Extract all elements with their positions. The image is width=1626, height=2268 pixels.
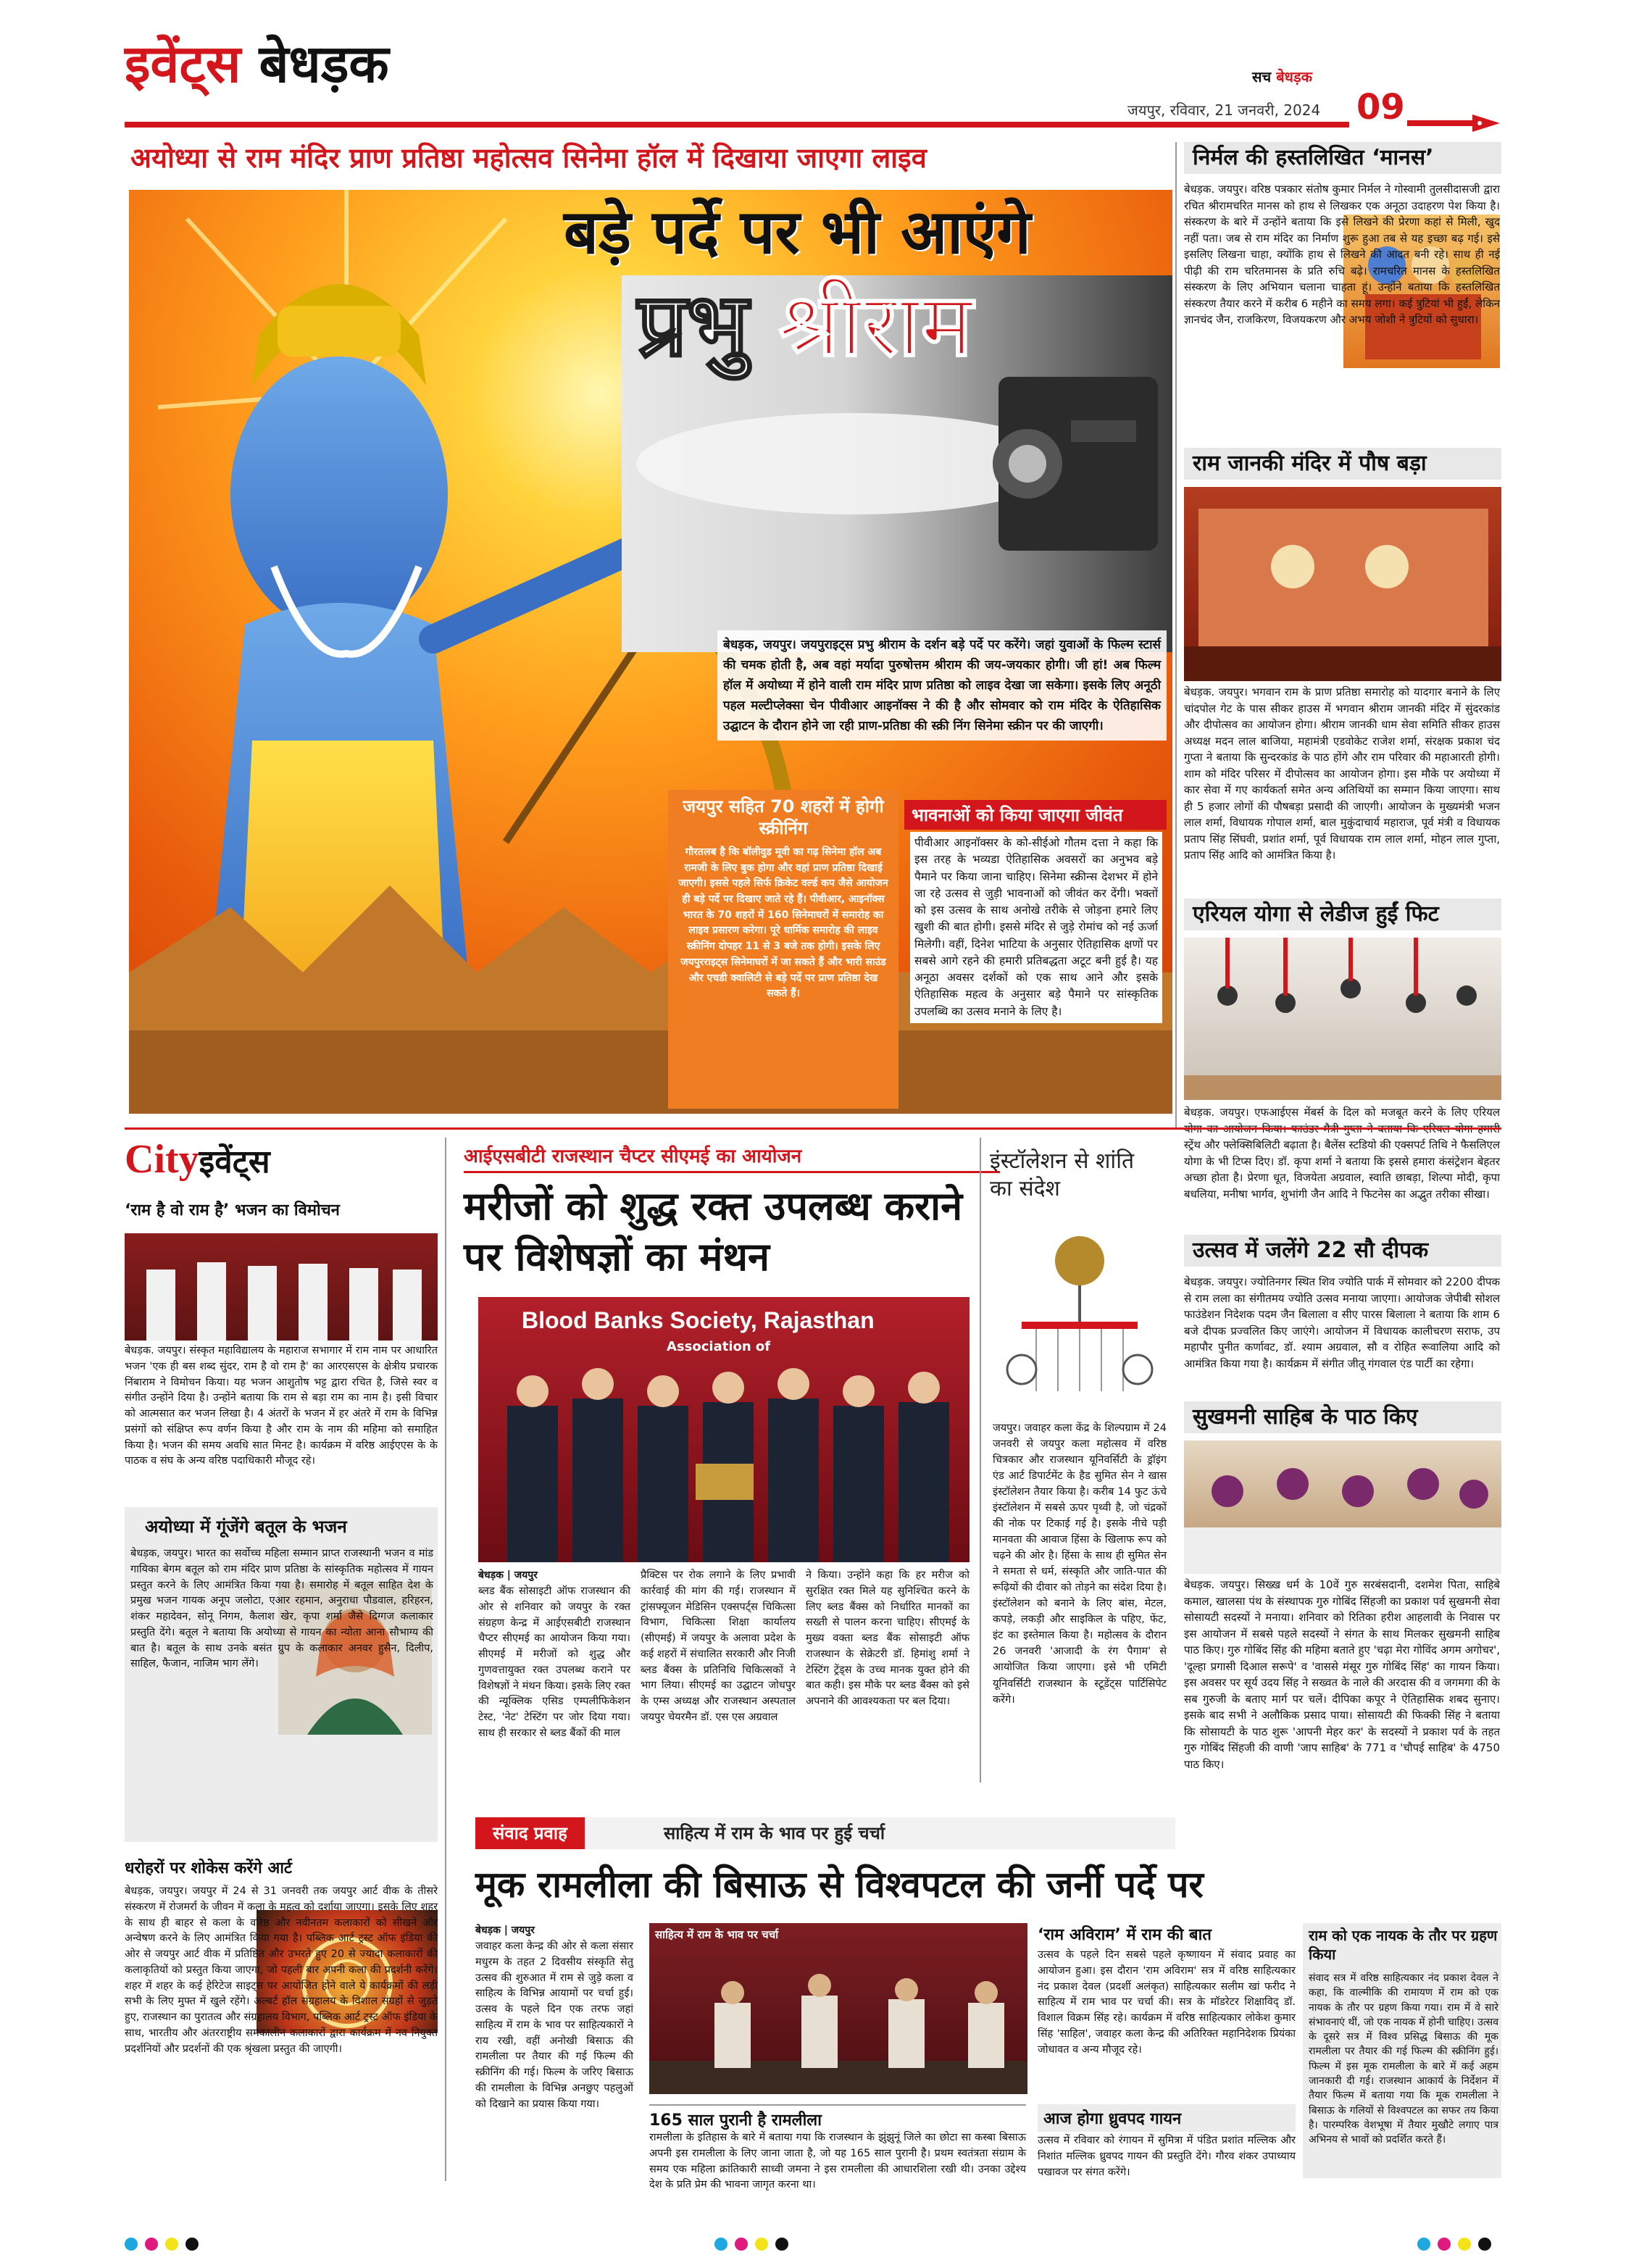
sidebar-s5-title: सुखमनी साहिब के पाठ किए — [1184, 1401, 1501, 1433]
dateline: जयपुर, रविवार, 21 जनवरी, 2024 — [1127, 101, 1321, 119]
blood-bank-photo — [478, 1297, 970, 1562]
samvad-tag: संवाद प्रवाह — [475, 1817, 585, 1849]
samvad-header — [475, 1817, 1175, 1849]
lead-headline-2: प्रभु श्रीराम — [638, 275, 973, 376]
lead-body: बेधड़क, जयपुर। जयपुराइट्स प्रभु श्रीराम के दर्शन बड़े पर्दे पर करेंगे। जहां युवाओं के फिल्म स्टार्स की चमक होती है, अब वहां मर्यादा पुरुषोत्तम श्रीराम की जय-जयकार होगी। जी हां! अब फिल्म हॉल में अयोध्या में होने वाली राम मंदिर प्राण प्रतिष्ठा को लाइव देखा जा सकेगा। इसके लिए अनूठी पहल मल्टीप्लेक्सा चेन पीवीआर आइनॉक्स ने की है और सोमवार को राम मंदिर के ऐतिहासिक उद्घाटन के दौरान होने जा रही प्राण-प्रतिष्ठा की स्क्री निंग सिनेमा स्क्रीन पर की जाएगी। — [717, 630, 1167, 741]
samvad-headline: मूक रामलीला की बिसाऊ से विश्वपटल की जर्नी पर्दे पर — [475, 1864, 1204, 1906]
city-c1-title: ‘राम है वो राम है’ भजन का विमोचन — [125, 1201, 340, 1220]
sidebar-s3-title: एरियल योगा से लेडीज हुईं फिट — [1184, 899, 1501, 930]
city-c3-body: बेधड़क, जयपुर। जयपुर में 24 से 31 जनवरी तक जयपुर आर्ट वीक के तीसरे संस्करण में रोजमर्रा के जीवन में कला के महत्व को दर्शाया जाएगा। इसके लिए शहर के साथ ही बाहर से कला के वरिष्ठ और नवीनतम कलाकारों को सीखने और अन्वेषण करने के लिए आमंत्रित किया गया है। पब्लिक आर्ट ट्रस्ट ऑफ इंडिया की ओर से जयपुर आर्ट वीक में प्रतिष्ठित और उभरते हुए 20 से ज्यादा कलाकारों की कलाकृतियों को प्रस्तुत किया जाएगा, जो पहली बार अपनी कला की प्रदर्शनी करेंगे। शहर में शहर के कई हेरिटेज साइट्स पर आयोजित होने वाले ये कार्यक्रमों की लड़ी सभी के लिए मुफ्त में खुले रहेंगे। अल्बर्ट हॉल संग्रहालय के विशाल संग्रहों से जुड़ते हुए, राजस्थान का पुरातत्व और संग्रहालय विभाग, पब्लिक आर्ट ट्रस्ट ऑफ इंडिया के साथ, भारतीय और अंतरराष्ट्रीय समकालीन कलाकारों द्वारा कार्यक्रम में नव नियुक्त प्रदर्शनियों और प्रदर्शनों की एक श्रृंखला प्रस्तुत की जाएगी। — [125, 1885, 438, 2055]
samvad-sub2-title: ‘राम अविराम’ में राम की बात — [1038, 1926, 1212, 1944]
page-number: 09 — [1356, 87, 1405, 128]
doctors-group-icon — [478, 1297, 970, 1562]
samvad-kicker: साहित्य में राम के भाव पर हुई चर्चा — [664, 1823, 885, 1843]
bhajan-release-photo — [125, 1233, 438, 1341]
blood-col3: ने किया। उन्होंने कहा कि हर मरीज को सुरक्षित रक्त मिले यह सुनिश्चित करने के लिए ब्लड बैंक्स को निर्धारित मानकों का सख्ती से पालन करना चाहिए। सीएमई के मुख्य वक्ता ब्लड बैंक सोसाइटी ऑफ राजस्थान के सेक्रेटरी डॉ. हिमांशु शर्मा ने टेस्टिंग ट्रेंड्स के उच्च मानक युक्त होने की बात कही। इस मौके पर ब्लड बैंक्स को इसे अपनाने की आवश्यकता पर बल दिया। — [806, 1569, 970, 1707]
registration-marks-left — [125, 2238, 206, 2254]
blood-byline: बेधड़क | जयपुर — [478, 1569, 538, 1581]
lead-sidebox — [668, 790, 899, 1109]
banner-association: Association of — [667, 1339, 771, 1354]
samvad-sub4-body: संवाद सत्र में वरिष्ठ साहित्यकार नंद प्रकाश देवल ने कहा, कि वाल्मीकि की रामायण में राम को एक नायक के तौर पर ग्रहण किया गया। राम में वे सारे संभावनाएं थीं, जो एक नायक में होनी चाहिए। उत्सव के दूसरे सत्र में विश्व प्रसिद्ध बिसाऊ की मूक रामलीला पर तैयार की गई फिल्म की स्क्रीनिंग हुई। फिल्म में इस मूक रामलीला के बारे में कई अहम जानकारी दी गई। राजस्थान आकार्य के निर्देशन में तैयार फिल्म में बताया गया कि मूक रामलीला ने बिसाऊ के गलियों से विश्वपटल का सफर तय किया है। पारम्परिक वेशभूषा में तैयार मुखौटे लगाए पात्र अभिनय से भावों को प्रदर्शित करते हैं। — [1309, 1972, 1498, 2146]
samvad-col1: जवाहर कला केन्द्र की ओर से कला संसार मधुरम के तहत 2 दिवसीय संस्कृति सेतु उत्सव की शुरुआत में राम से जुड़े कला व साहित्य के विभिन्न आयामों पर चर्चा हुई। उत्सव के पहले दिन एक तरफ जहां साहित्य में राम के भाव पर साहित्यकारों ने राय रखी, वहीं अनोखी बिसाऊ की रामलीला पर तैयार की गई फिल्म की स्क्रीनिंग की गई। फिल्म के जरिए बिसाऊ की रामलीला के विभिन्न अनछुए पहलुओं को दिखाने का प्रयास किया गया। — [475, 1940, 633, 2110]
sidebar-divider — [1175, 142, 1177, 1127]
section-rule-mid — [125, 1127, 1501, 1130]
sukhmani-path-photo — [1184, 1441, 1501, 1574]
sidebox-title: जयपुर सहित 70 शहरों में होगी स्क्रीनिंग — [683, 796, 884, 838]
city-logo: Cityइवेंट्स — [125, 1137, 270, 1182]
sidebar-s2-title: राम जानकी मंदिर में पौष बड़ा — [1184, 448, 1501, 480]
sidebar-s1-body: बेधड़क. जयपुर। वरिष्ठ पत्रकार संतोष कुमार निर्मल ने गोस्वामी तुलसीदासजी द्वारा रचित श्रीरामचरित मानस को हाथ से लिखकर एक अनूठा उदाहरण पेश किया है। संस्करण के बारे में उन्होंने बताया कि इसे लिखने की प्रेरणा कहां से मिली, खुद नहीं पता। जब से राम मंदिर का निर्माण शुरू हुआ तब से यह इच्छा बढ़ गई। इसे इसलिए लिखना चाहा, क्योंकि हाथ से लिखने की आदत बनी रहे। साथ ही नई पीढ़ी की राम चरितमानस के प्रति रुचि बढ़े। रामचरित मानस के हस्तलिखित संस्करण के लिए अभियान चलाना चाहता हूं। उन्होंने बताया कि हस्तलिखित संस्करण तैयार करने में करीब 6 महीने का समय लगा। कई त्रुटियां भी हुईं, लेकिन ज्ञानचंद जैन, राजकिरण, विजयकरण और अभय जोशी ने त्रुटियों को सुधारा। — [1184, 183, 1500, 326]
install-body: जयपुर। जवाहर कला केंद्र के शिल्पग्राम में 24 जनवरी से जयपुर कला महोत्सव में वरिष्ठ चित्रकार और राजस्थान यूनिवर्सिटी के ड्रॉइंग एंड आर्ट डिपार्टमेंट के हैड सुमित सेन ने खास इंस्टॉलेशन तैयार किया है। करीब 14 फुट ऊंचे इंस्टॉलेशन में सबसे ऊपर पृथ्वी है, जो चंद्रकों की नोक पर टिकाई गई है। इसके नीचे पड़ी मानवता की आवाज हिंसा के खिलाफ रूप को चढ़ने की ओर है। हिंसा के साथ ही सुमित सेन ने समता से धर्म, संस्कृति और जाति-पात की रूढ़ियों की दीवार को तोड़ने का संदेश दिया है। इंस्टॉलेशन को बनाने के लिए बांस, मेटल, कपड़े, लकड़ी और साइकिल के पहिए, फेंट, इंट का इस्तेमाल किया है। महोत्सव के दौरान 26 जनवरी 'आजादी के रंग पैगाम' से आयोजित किया जाएगा। इसे भी एमिटी यूनिवर्सिटी राजस्थान के स्टूडेंट्स पार्टिसिपेट करेंगे। — [993, 1422, 1167, 1706]
city-c1-body: बेधड़क. जयपुर। संस्कृत महाविद्यालय के महाराज सभागार में राम नाम पर आधारित भजन 'एक ही बस शब्द सुंदर, राम है वो राम है' का आरएसएस के क्षेत्रीय प्रचारक निंबाराम ने विमोचन किया। यह भजन आशुतोष भट्ट द्वारा रचित है, जिसे स्वर व संगीत उन्होंने दिया है। उन्होंने बताया कि राम से बड़ा राम का नाम है। इसी विचार को आत्मसात कर भजन लिखा है। 4 अंतरों के भजन में हर अंतरे में राम के विभिन्न प्रसंगों को संक्षिप्त रूप वर्णन किया है और राम के नाम की महिमा को समाहित किया है। भजन की समय अवधि सात मिनट है। कार्यक्रम में वरिष्ठ आईएएस के के पाठक व संघ के अन्य वरिष्ठ पदाधिकारी मौजूद रहे। — [125, 1345, 438, 1467]
blood-col2: प्रैक्टिस पर रोक लगाने के लिए प्रभावी कार्रवाई की मांग की गई। राजस्थान में ट्रांसफ्यूजन मेडिसिन एक्सपर्ट्स चिकित्सा विभाग, चिकित्सा शिक्षा कार्यालय (सीएमई) में जयपुर के अलावा प्रदेश के कई शहरों में संचालित सरकारी और निजी ब्लड बैंक्स के प्रतिनिधि चिकित्सकों ने भाग लिया। सीएमई का उद्घाटन जोधपुर के एम्स अध्यक्ष और राजस्थान अस्पताल जयपुर चेयरमैन डॉ. एस एस अग्रवाल — [641, 1569, 796, 1723]
samvad-photo — [649, 1923, 1027, 2094]
sidebar-s4-body: बेधड़क. जयपुर। ज्योतिनगर स्थित शिव ज्योति पार्क में सोमवार को 2200 दीपक से राम लला का संगीतमय ज्योति उत्सव मनाया जाएगा। आयोजक जेपीबी सोशल फाउंडेशन निदेशक पदम जैन बिलाला व सीए पारस बिलाला ने बताया कि शाम 6 बजे दीपक प्रज्वलित किए जाएंगे। आयोजन में विधायक कालीचरण सराफ, उप महापौर पुनीत कर्णावट, डॉ. श्याम अग्रवाल, सौ व रोहित रूवालिया आदि को आमंत्रित किया गया है। कार्यक्रम में संगीत जीतू गंगवाल एंड पार्टी का रहेगा। — [1184, 1275, 1500, 1370]
registration-marks-right — [1417, 2238, 1498, 2254]
blood-headline: मरीजों को शुद्ध रक्त उपलब्ध कराने पर विशेषज्ञों का मंथन — [464, 1183, 963, 1280]
sidebar-s3-body: बेधड़क. जयपुर। एफआईएस मेंबर्स के दिल को मजबूत करने के लिए एरियल स्ट्रेंथ और फ्लेक्सिबिलिटी बढ़ाता है। बैलेंस स्टडियो की एक्सपर्ट तिथि ने फैसलिएल योगा के भी टिप्स दिए। डॉ. कृपा शर्मा ने बताया कि इससे हमारा कंसंट्रेशन बेहतर अच्छा होता है। प्रेरणा धूत, विजयेता अग्रवाल, स्वाति छाबड़ा, शिल्पा मोदी, कृपा बधलिया, मनीषा भार्गव, शुभांगी जैन आदि ने फिटनेस का अद्भुत तरीका सीखा। — [1184, 1106, 1500, 1201]
city-c2-body: बेधड़क, जयपुर। भारत का सर्वोच्च महिला सम्मान प्राप्त राजस्थानी भजन व मांड गायिका बेगम बतूल को राम मंदिर प्राण प्रतिष्ठा के सांस्कृतिक महोत्सव में गायन प्रस्तुत करने के लिए आमंत्रित किया गया है। समारोह में बतूल साहित देश के प्रमुख भजन गायक अनूप जलोटा, एआर रहमान, अनुराधा पौडवाल, हरिहरन, शंकर महादेवन, सोनू निगम, कैलाश खेर, कृपा शर्मा जैसे दिग्गज कलाकार प्रस्तुति देंगे। बतूल ने बताया कि अयोध्या से गायन का न्योता आना सौभाग्य की बात है। बतूल के साथ उनके बसंत ग्रुप के कलाकार अनवर हुसैन, दिलीप, साहिल, फैजान, नाजिम भाग लेंगे। — [130, 1548, 433, 1670]
globe-installation-icon — [993, 1225, 1167, 1413]
sidebar-s4-title: उत्सव में जलेंगे 22 सौ दीपक — [1184, 1235, 1501, 1267]
samvad-byline: बेधड़क | जयपुर — [475, 1925, 535, 1936]
aerial-yoga-photo — [1184, 938, 1501, 1100]
city-divider — [445, 1138, 446, 2181]
banner-text: Blood Banks Society, Rajasthan — [522, 1307, 875, 1333]
masthead-tagline: सच बेधड़क — [1252, 68, 1312, 86]
devotees-icon — [1184, 1441, 1501, 1574]
sub-body: पीवीआर आइनॉक्सर के को-सीईओ गौतम दत्ता ने कहा कि इस तरह के भव्यडा ऐतिहासिक अवसरों का अनुभव बड़े पैमाने पर किया जाना चाहिए। सिनेमा स्क्रीन्स देशभर में होने जा रहे उत्सव से जुड़ी भावनाओं को जीवंत कर देंगी। भक्तों को इस उत्सव के साथ अनोखे तरीके से जोड़ना हमारे लिए खुशी की बात होगी। इससे मंदिर से जुड़े रोमांच को नई ऊर्जा मिलेगी। वहीं, दिनेश भाटिया के अनुसार ऐतिहासिक क्षणों पर सबसे आगे रहने की हमारी प्रतिबद्धता अटूट बनी हुई है। यह अनूठा अवसर दर्शकों को एक साथ आने और इसके ऐतिहासिक महत्व के अनुसार बड़े पैमाने पर सांस्कृतिक उपलब्धि का उत्सव मनाने के लिए है। — [910, 832, 1162, 1023]
temple-idols-icon — [1184, 487, 1501, 681]
blood-col1: ब्लड बैंक सोसाइटी ऑफ राजस्थान की ओर से शनिवार को जयपुर के रक्त संग्रहण केन्द्र में आईएसबीटी राजस्थान चैप्टर सीएमई का आयोजन किया गया। सीएमई में मरीजों को शुद्ध और गुणवत्तायुक्त रक्त उपलब्ध कराने पर विशेषज्ञों ने मंथन किया। इसके लिए रक्त की न्यूक्लिक एसिड एम्पलीफिकेशन टेस्ट, 'नेट' टेस्टिंग पर जोर दिया गया। साथ ही सरकार से ब्लड बैंकों की माल — [478, 1585, 630, 1739]
panel-discussion-icon — [649, 1923, 1027, 2094]
subhead-bar: भावनाओं को किया जाएगा जीवंत — [904, 800, 1167, 830]
samvad-sub1-title: 165 साल पुरानी है रामलीला — [649, 2104, 1026, 2130]
samvad-sub3-title: आज होगा ध्रुवपद गायन — [1038, 2104, 1296, 2132]
city-c3-title: धरोहरों पर शोकेस करेंगे आर्ट — [125, 1859, 293, 1877]
registration-marks-center — [714, 2238, 796, 2254]
temple-photo — [1184, 487, 1501, 681]
samvad-sub1-body: रामलीला के इतिहास के बारे में बताया गया कि राजस्थान के झुंझुनूं जिले का छोटा सा कस्बा बिसाऊ अपनी इस रामलीला के लिए जाना जाता है, जो यह 165 साल पुरानी है। प्रथम स्वतंत्रता संग्राम के समय एक महिला क्रांतिकारी साध्वी जमना ने इस रामलीला की आधारशिला रखी थी। उनका उद्देश्य देश के प्रति प्रेम की भावना जागृत करना था। — [649, 2132, 1026, 2191]
yoga-class-icon — [1184, 938, 1501, 1100]
sidebox-body: गौरतलब है कि बॉलीवुड मूवी का गढ़ सिनेमा हॉल अब रामजी के लिए बुक होगा और वहां प्राण प्रतिष्ठा दिखाई जाएगी। इससे पहले सिर्फ क्रिकेट वर्ल्ड कप जैसे आयोजन ही बड़े पर्दे पर दिखाए जाते रहे हैं। पीवीआर, आइनॉक्स भारत के 70 शहरों में 160 सिनेमाघरों में समारोह का लाइव प्रसारण करेगा। पूरे धार्मिक समारोह की लाइव स्क्रीनिंग दोपहर 11 से 3 बजे तक होगी। इसके लिए जयपुरराइट्स सिनेमाघरों में जा सकते हैं और भारी साउंड और एचडी क्वालिटी से बड़े पर्दे पर प्राण प्रतिष्ठा देख सकते हैं। — [678, 846, 888, 1000]
sidebar-s5-body: बेधड़क. जयपुर। सिख्ख धर्म के 10वें गुरु सरबंसदानी, दशमेश पिता, साहिबे कमाल, खालसा पंथ के संस्थापक गुरु गोबिंद सिंहजी का प्रकाश पर्व सुखमनी सेवा सोसायटी सदस्यों ने मनाया। शनिवार को रितिका हरीश आहलावी के निवास पर इस आयोजन में सबसे पहले सदस्यों ने संगत के साथ मिलकर सुखमनी साहिब पाठ किए। गुरु गोबिंद सिंह की महिमा बताते हुए 'चढ़ा मेरा गोविंद अगम अगोचर', 'दूल्हा प्रगासी दिआल सरूपे' व 'वाससे मंसूर गुरु गोबिंद सिंह' का गायन किया। इस अवसर पर सूर्य उदय सिंह ने सख्वत के नाले की अरदास की व जगमगा की के सब गुरुजी के बताए मार्ग पर चलें। दीपिका कपूर ने ऐतिहासिक शबद सुनाए। इसके बाद सभी ने अलौकिक प्रसाद पाया। सोसायटी की फिक्की सिंह ने बताया कि सोसायटी के पाठ शुरू 'आपनी मेहर कर' के सदस्यों ने प्रकाश पर्व के तहत गुरु गोबिंद सिंहजी की वाणी 'जाप साहिब' के 771 व 'चौपई साहिब' के 4750 पाठ किए। — [1184, 1578, 1500, 1771]
pen-nib-icon — [1407, 109, 1501, 141]
blood-kicker: आईएसबीटी राजस्थान चैप्टर सीएमई का आयोजन — [464, 1142, 1000, 1173]
city-c2-title: अयोध्या में गूंजेंगे बतूल के भजन — [145, 1517, 347, 1537]
install-divider — [980, 1138, 981, 1783]
brand-events: इवेंट्स — [125, 33, 241, 94]
sidebar-s2-body: बेधड़क. जयपुर। भगवान राम के प्राण प्रतिष्ठा समारोह को यादगार बनाने के लिए चांदपोल गेट के पास सीकर हाउस में भगवान श्रीराम जानकी मंदिर में सुंदरकांड और दीपोत्सव का आयोजन होगा। श्रीराम जानकी धाम सेवा समिति सीकर हाउस अध्यक्ष मदन लाल बाजिया, महामंत्री एडवोकेट राजेश शर्मा, संरक्षक प्रकाश चंद गुप्ता ने बताया कि सुन्दरकांड के पाठ होंगे और राम परिवार की महाआरती होगी। शाम को मंदिर परिसर में दीपोत्सव का आयोजन होगा। इस मौके पर अयोध्या में कार सेवा में गए कार्यकर्ता समेत अन्य अतिथियों का सम्मान किया जाएगा। साथ ही 5 हजार लोगों की पौषबड़ा प्रसादी की जाएगी। आयोजन के मुख्यमंत्री भजन लाल शर्मा, विधायक गोपाल शर्मा, बाल मुकुंदाचार्य महाराज, पूर्व मंत्री व विधायक प्रताप सिंह सिंघवी, प्रशांत शर्मा, पूर्व विधायक राम लाल शर्मा, मोहन लाल गुप्ता, प्रताप सिंह आदि को आमंत्रित किया है। — [1184, 685, 1500, 862]
sidebar-s1-title: निर्मल की हस्तलिखित ‘मानस’ — [1184, 142, 1501, 174]
installation-photo — [993, 1225, 1167, 1413]
masthead-brand — [125, 33, 389, 94]
brand-bedhadak: बेधड़क — [259, 33, 389, 94]
lead-headline: बड़े पर्दे पर भी आएंगे — [564, 196, 1031, 267]
dignitaries-icon — [125, 1233, 438, 1341]
samvad-sub4-title: राम को एक नायक के तौर पर ग्रहण किया — [1309, 1927, 1498, 1963]
install-title: इंस्टॉलेशन से शांति का संदेश — [990, 1148, 1135, 1201]
lead-kicker: अयोध्या से राम मंदिर प्राण प्रतिष्ठा महोत्सव सिनेमा हॉल में दिखाया जाएगा लाइव — [130, 142, 927, 174]
masthead-rule — [125, 122, 1349, 128]
samvad-photo-banner: साहित्य में राम के भाव पर चर्चा — [655, 1928, 779, 1941]
samvad-sub3-body: उत्सव में रविवार को रंगायन में सुमित्रा में पंडित प्रशांत मल्लिक और निशांत मल्लिक ध्रुवपद गायन की प्रस्तुति देंगे। गौरव शंकर उपाध्याय पखावज पर संगत करेंगे। — [1038, 2135, 1296, 2178]
samvad-sub2-body: उत्सव के पहले दिन सबसे पहले कृष्णायन में संवाद प्रवाह का आयोजन हुआ। इस दौरान 'राम अविराम' सत्र में वरिष्ठ साहित्यकार नंद प्रकाश देवल (प्रदर्शी अलंकृत) साहित्यकार सलीम खां फरीद ने साहित्य में राम भाव पर चर्चा की। सत्र के मॉडरेटर शिक्षाविद् डॉ. विशाल विक्रम सिंह रहे। कार्यक्रम में वरिष्ठ साहित्यकार लोकेश कुमार सिंह 'साहिल', जवाहर कला केन्द्र की अतिरिक्त महानिदेशक प्रियंका जोधावत व अन्य मौजूद रहे। — [1038, 1949, 1296, 2056]
